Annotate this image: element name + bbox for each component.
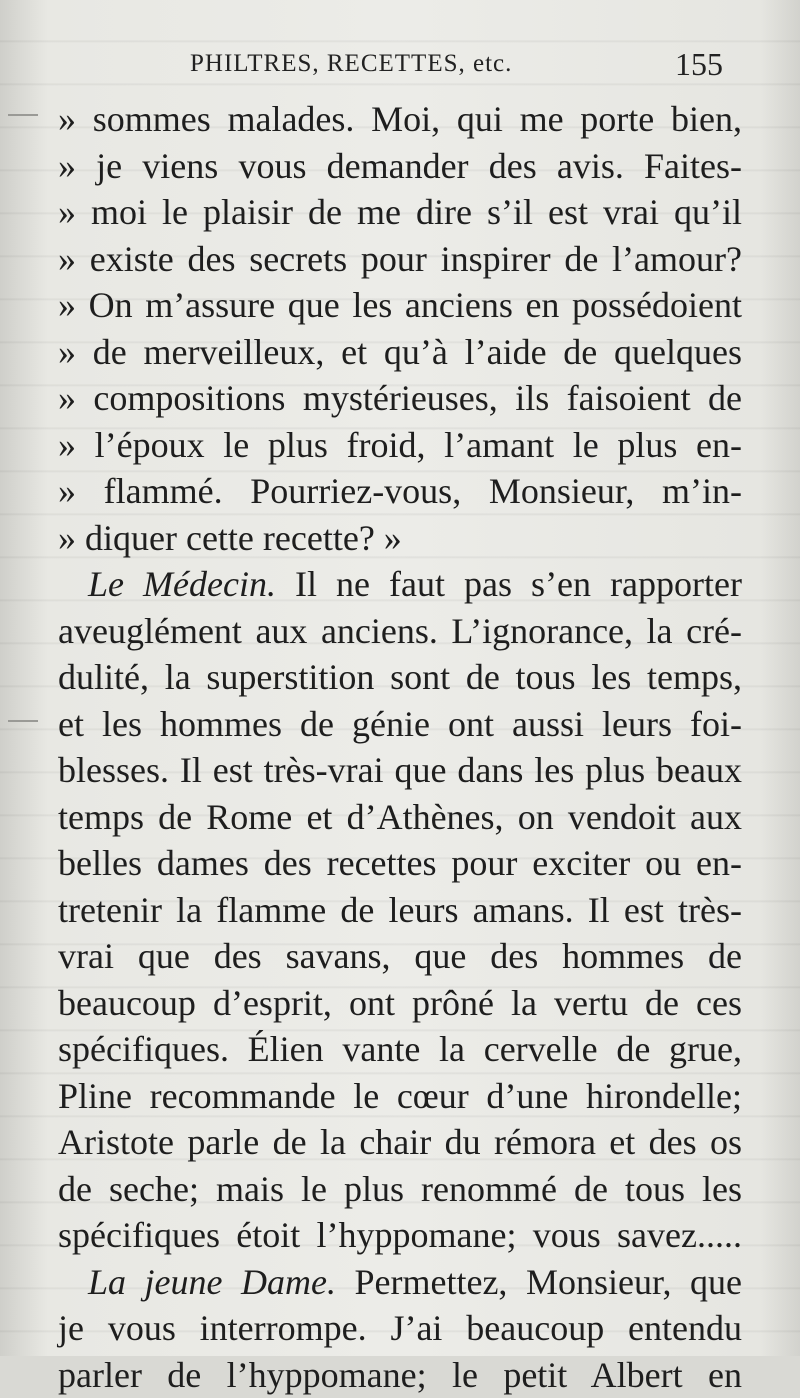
text-line: beaucoup d’esprit, ont prôné la vertu de ces (58, 980, 742, 1027)
text-line: tretenir la flamme de leurs amans. Il est très- (58, 887, 742, 934)
text-line: » existe des secrets pour inspirer de l’amour? (58, 236, 742, 283)
text-line: blesses. Il est très-vrai que dans les plus beaux (58, 747, 742, 794)
text-line: spécifiques étoit l’hyppomane; vous savez..... (58, 1212, 742, 1259)
text-line: » l’époux le plus froid, l’amant le plus en- (58, 422, 742, 469)
text-line: » On m’assure que les anciens en possédoient (58, 282, 742, 329)
text-line: temps de Rome et d’Athènes, on vendoit aux (58, 794, 742, 841)
text-line: parler de l’hyppomane; le petit Albert en (58, 1352, 742, 1398)
speaker-name: La jeune Dame. (88, 1262, 336, 1302)
text-line: Aristote parle de la chair du rémora et des os (58, 1119, 742, 1166)
speech-text: Il ne faut pas s’en rapporter (276, 564, 742, 604)
text-line: Pline recommande le cœur d’une hirondelle; (58, 1073, 742, 1120)
text-line: » diquer cette recette? » (58, 515, 742, 562)
text-line: je vous interrompe. J’ai beaucoup entendu (58, 1305, 742, 1352)
speech-first-line (58, 1259, 742, 1306)
text-line: » je viens vous demander des avis. Faites- (58, 143, 742, 190)
text-line: » sommes malades. Moi, qui me porte bien, (58, 96, 742, 143)
text-line: spécifiques. Élien vante la cervelle de grue, (58, 1026, 742, 1073)
text-line: de seche; mais le plus renommé de tous les (58, 1166, 742, 1213)
page-number: 155 (675, 46, 723, 83)
speaker-name: Le Médecin. (88, 564, 276, 604)
speech-text: Permettez, Monsieur, que (336, 1262, 742, 1302)
page-header (0, 46, 800, 86)
text-line: dulité, la superstition sont de tous les temps, (58, 654, 742, 701)
text-line: » compositions mystérieuses, ils faisoient de (58, 375, 742, 422)
body-text (58, 96, 742, 1398)
text-line: belles dames des recettes pour exciter ou en- (58, 840, 742, 887)
margin-mark (8, 114, 38, 116)
margin-mark (8, 720, 38, 722)
text-line: et les hommes de génie ont aussi leurs foi- (58, 701, 742, 748)
text-line: vrai que des savans, que des hommes de (58, 933, 742, 980)
speech-first-line (58, 561, 742, 608)
running-head: PHILTRES, RECETTES, etc. (190, 50, 512, 78)
text-line: » flammé. Pourriez-vous, Monsieur, m’in- (58, 468, 742, 515)
text-line: » moi le plaisir de me dire s’il est vrai qu’il (58, 189, 742, 236)
text-line: aveuglément aux anciens. L’ignorance, la cré- (58, 608, 742, 655)
text-line: » de merveilleux, et qu’à l’aide de quelques (58, 329, 742, 376)
